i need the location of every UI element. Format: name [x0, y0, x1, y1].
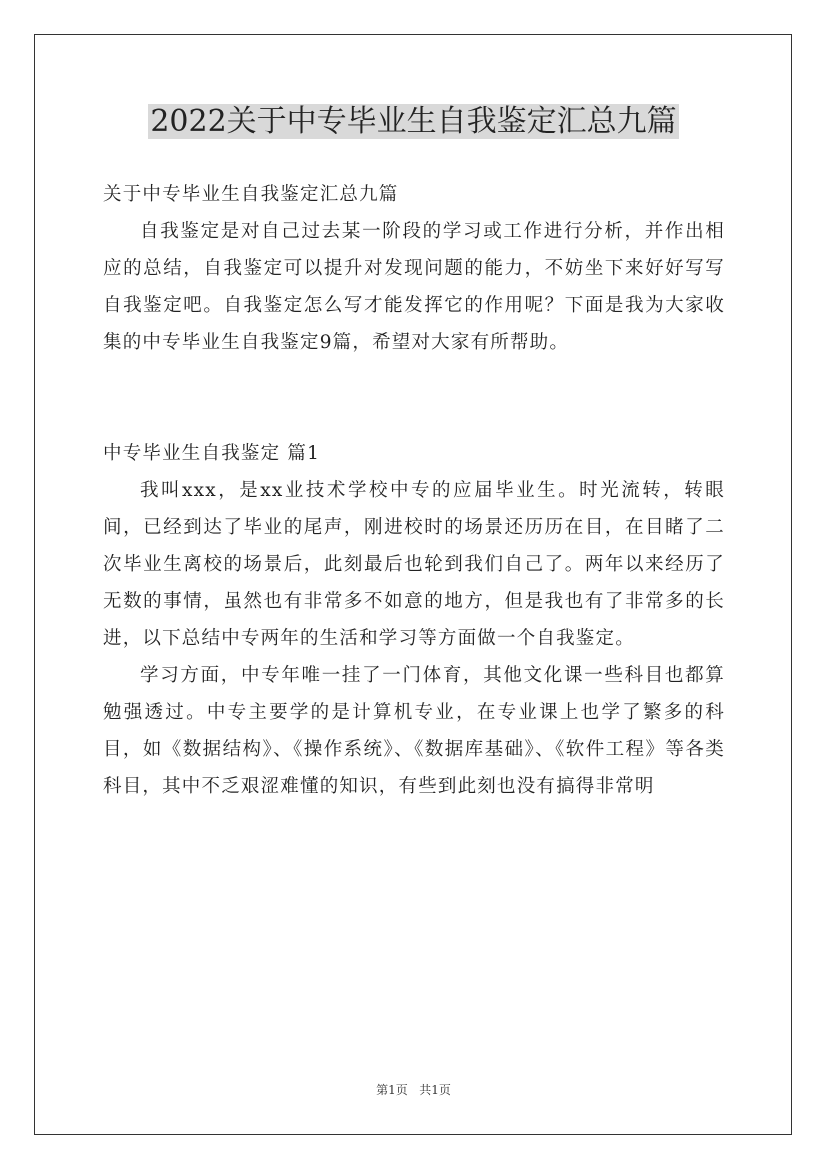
body-paragraph-2: 学习方面，中专年唯一挂了一门体育，其他文化课一些科目也都算勉强透过。中专主要学的是计算机专业，在专业课上也学了繁多的科目，如《数据结构》、《操作系统》、《数据库基础》、《软件工程》等各类科目，其中不乏艰涩难懂的知识，有些到此刻也没有搞得非常明: [103, 665, 725, 797]
section-heading: 中专毕业生自我鉴定 篇1: [103, 443, 321, 464]
document-body: [103, 176, 725, 805]
document-subtitle: 关于中专毕业生自我鉴定汇总九篇: [103, 184, 399, 205]
document-title: [0, 100, 827, 144]
page-number-footer: 第1页 共1页: [376, 1083, 451, 1097]
intro-paragraph: 自我鉴定是对自己过去某一阶段的学习或工作进行分析，并作出相应的总结，自我鉴定可以提升对发现问题的能力，不妨坐下来好好写写自我鉴定吧。自我鉴定怎么写才能发挥它的作用呢？下面是我为大家收集的中专毕业生自我鉴定9篇，希望对大家有所帮助。: [103, 221, 725, 353]
body-paragraph-1: 我叫xxx，是xx业技术学校中专的应届毕业生。时光流转，转眼间，已经到达了毕业的尾声，刚进校时的场景还历历在目，在目睹了二次毕业生离校的场景后，此刻最后也轮到我们自己了。两年以来经历了无数的事情，虽然也有非常多不如意的地方，但是我也有了非常多的长进，以下总结中专两年的生活和学习等方面做一个自我鉴定。: [103, 480, 725, 649]
document-title-text: 2022关于中专毕业生自我鉴定汇总九篇: [150, 104, 677, 139]
